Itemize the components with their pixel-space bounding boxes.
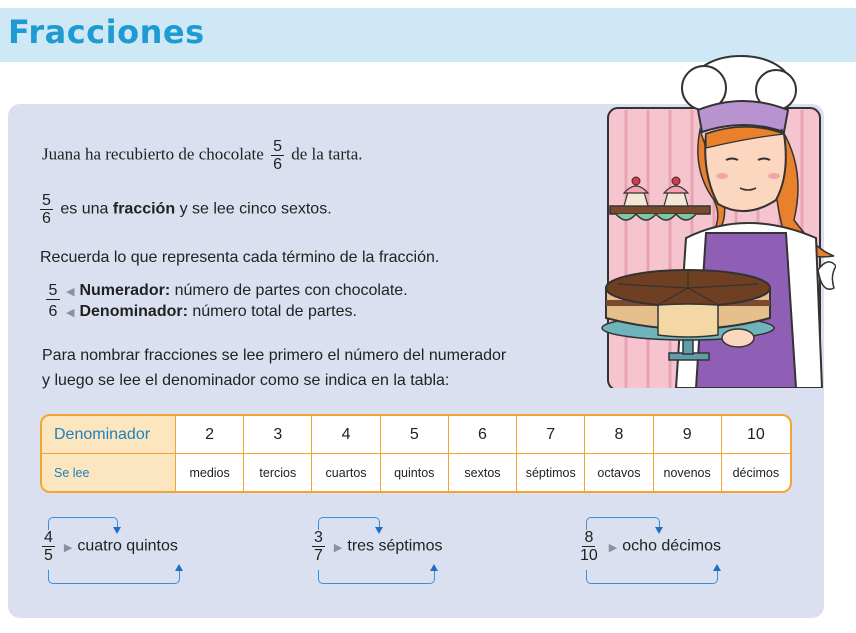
reminder-text: Recuerda lo que representa cada término de la fracción.: [40, 249, 440, 266]
example-reading: ocho décimos: [622, 537, 721, 555]
definition-text-before: es una: [60, 200, 109, 218]
term-numerator-value: 5: [46, 282, 60, 300]
term-denominator-value: 6: [48, 303, 58, 320]
page-title: Fracciones: [8, 13, 205, 51]
table-cell: séptimos: [517, 454, 585, 491]
table-cell: décimos: [732, 465, 780, 480]
baker-with-cake-illustration: [586, 38, 836, 388]
fraction-denominator: 6: [42, 210, 51, 227]
numerator-label: Numerador:: [79, 282, 171, 299]
table-cell: novenos: [654, 454, 722, 491]
fraction-numerator: 4: [44, 529, 53, 546]
table-cell: 6: [449, 416, 517, 454]
definition-text-after: y se lee cinco sextos.: [179, 200, 332, 218]
definition-sentence: [40, 192, 332, 227]
fraction-numerator: 5: [273, 138, 282, 155]
definition-fraction: [40, 192, 53, 227]
table-header-reading: Se lee: [42, 454, 176, 491]
table-cell: 7: [517, 416, 585, 454]
fraction-numerator: 8: [584, 529, 594, 546]
arrow-up-icon: [713, 564, 721, 571]
table-cell: medios: [176, 454, 244, 491]
denominator-label: Denominador:: [79, 303, 188, 320]
right-triangle-icon: ▶: [63, 541, 73, 554]
arrow-loop-bottom: [48, 570, 180, 584]
right-triangle-icon: ▶: [608, 541, 618, 554]
definition-bold-word: fracción: [112, 200, 176, 218]
example-fraction: [578, 529, 600, 564]
table-cell: 5: [381, 416, 449, 454]
table-cell: 2: [176, 416, 244, 454]
denominator-text: número total de partes.: [192, 303, 357, 320]
table-cell: 8: [585, 416, 653, 454]
table-cell: quintos: [381, 454, 449, 491]
fraction-denominator: 5: [44, 547, 53, 564]
left-triangle-icon: ◀: [66, 286, 75, 298]
table-cell: 3: [244, 416, 312, 454]
numerator-text: número de partes con chocolate.: [174, 282, 408, 299]
table-row-reading: [42, 454, 790, 491]
fraction-denominator: 10: [580, 547, 598, 564]
naming-line-1: Para nombrar fracciones se lee primero el número del numerador: [42, 347, 507, 364]
naming-line-2: y luego se lee el denominador como se indica en la tabla:: [42, 372, 450, 389]
example-fraction: [42, 529, 55, 564]
fraction-denominator: 7: [314, 547, 323, 564]
intro-sentence: [42, 138, 363, 173]
table-cell: octavos: [585, 454, 653, 491]
table-cell: 10: [722, 416, 790, 454]
denominator-line: [46, 302, 357, 323]
intro-fraction: [271, 138, 284, 173]
arrow-loop-bottom: [318, 570, 435, 584]
example-reading: tres séptimos: [347, 537, 443, 555]
table-cell: 9: [654, 416, 722, 454]
left-triangle-icon: ◀: [66, 307, 75, 319]
intro-text-before: Juana ha recubierto de chocolate: [42, 144, 264, 164]
fraction-numerator: 3: [314, 529, 323, 546]
example-1: [42, 529, 178, 564]
table-cell: 4: [312, 416, 380, 454]
fraction-numerator: 5: [42, 192, 51, 209]
arrow-loop-bottom: [586, 570, 718, 584]
table-cell: tercios: [244, 454, 312, 491]
intro-text-after: de la tarta.: [291, 144, 363, 164]
table-header-denominator: Denominador: [42, 416, 176, 454]
arrow-up-icon: [430, 564, 438, 571]
table-cell: cuartos: [312, 454, 380, 491]
right-triangle-icon: ▶: [333, 541, 343, 554]
denominator-table: [40, 414, 792, 493]
table-cell: sextos: [449, 454, 517, 491]
numerator-line: [46, 281, 408, 302]
table-row-denominator: [42, 416, 790, 454]
example-reading: cuatro quintos: [77, 537, 178, 555]
fraction-denominator: 6: [273, 156, 282, 173]
example-3: [578, 529, 721, 564]
example-fraction: [312, 529, 325, 564]
example-2: [312, 529, 443, 564]
arrow-up-icon: [175, 564, 183, 571]
